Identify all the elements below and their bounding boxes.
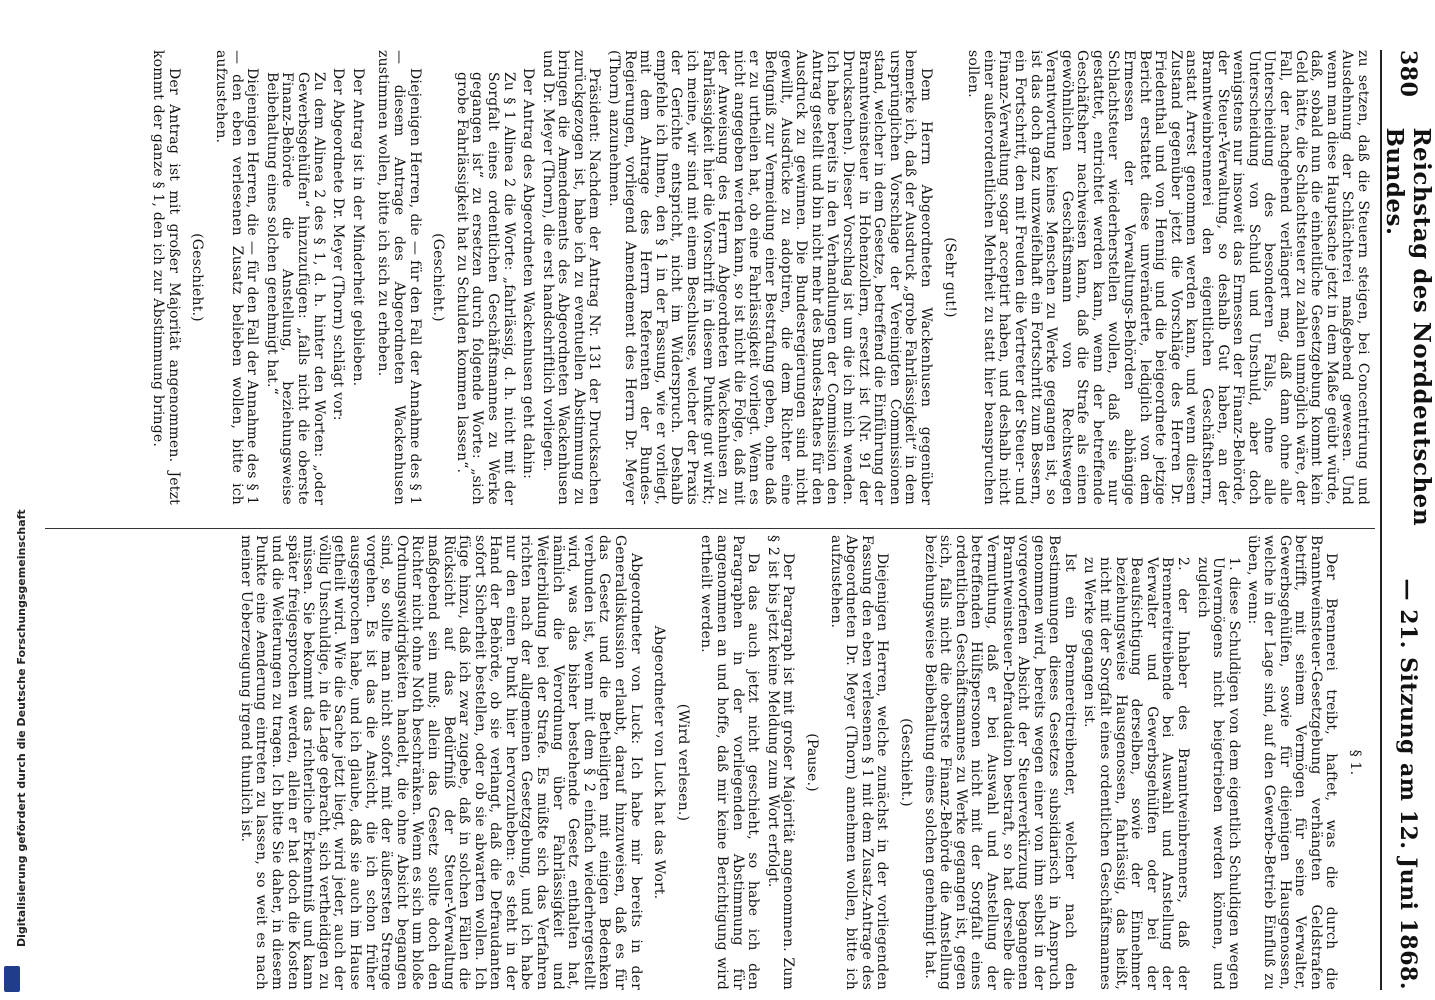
scanned-page: [20, 0, 1435, 1000]
right-column-paragraph: § 1.: [1347, 749, 1363, 776]
right-column-paragraph: Diejenigen Herren, welche zunächst in der vorliegenden Fassung den eben verlesenen § 1 mit dem Zusatz-Antrage des Abgeordneten Dr. Meyer (Thorn) annehmen wollen, bitte ich aufzustehen.: [827, 535, 891, 990]
left-column-paragraph: Dem Herrn Abgeordneten Wackenhusen gegenüber bemerke ich, daß der Ausdruck „grobe Fahrlässigkeit“ in dem ursprünglichen Vorschlage der Vereinigten Commissionen stand, welcher in dem Gesetze, betreffend die Einführung der Branntweinsteuer in Hohenzollern, ersetzt ist (Nr. 91 der Drucksachen). Dieser Vorschlag ist um die ich mich wenden. Ich habe bereits in den Verhandlungen der Commission den Antrag gestellt und bin nicht mehr des Bundes-Rathes für den Ausdruck zu gewinnen. Die Bundesregierungen sind nicht gewillt, Ausdrücke zu adoptiren, die dem Richter eine Befugniß zur Vermeidung einer Bestrafung geben, ohne daß er zu urtheilen hat, ob eine Fahrlässigkeit vorliegt. Wenn es nicht angegeben werden kann, so ist nicht die Folge, daß mit der Anweisung des Herrn Abgeordneten Wackenhusen zu Fahrlässigkeit hier die Vorschrift in diesem Punkte gut wirkt; ich meine, wir sind mit einem Beschlusse, welcher der Praxis der Gerichte entspricht, nicht im Widerspruch. Deshalb empfehle ich Ihnen, den § 1 in der Fassung, wie er vorliegt, mit dem Antrage des Herrn Referenten der Bundes-Regierungen, vorliegend Amendement des Herrn Dr. Meyer (Thorn) anzunehmen.: [606, 50, 934, 505]
left-column: [146, 50, 1370, 505]
page-title: Reichstag des Norddeutschen Bundes.: [1381, 127, 1435, 527]
session-date: — 21. Sitzung am 12. Juni 1868.: [1395, 578, 1421, 990]
footer-strip: [2, 0, 28, 1000]
left-column-paragraph: Der Abgeordnete Dr. Meyer (Thorn) schlägt vor:: [330, 68, 347, 421]
digitization-credit: Digitalisierung gefördert durch die Deutsche Forschungsgemeinschaft: [15, 509, 28, 947]
column-divider: [45, 528, 1375, 529]
left-column-paragraph: (Geschieht.): [430, 233, 447, 322]
left-column-paragraph: (Sehr gut!): [941, 237, 958, 318]
right-column-paragraph: (Wird verlesen.): [674, 703, 691, 822]
page-header: [1381, 50, 1435, 990]
right-column-paragraph: Abgeordneter von Luck hat das Wort.: [651, 625, 668, 900]
left-column-paragraph: Diejenigen Herren, die — für den Fall der Annahme des § 1 — den eben verlesenen Zusatz belieben wollen, bitte ich aufzustehen.: [213, 50, 261, 505]
dfg-logo-icon: [4, 966, 20, 992]
left-column-paragraph: Der Antrag ist mit großer Majorität angenommen. Jetzt kommt der ganze § 1, den ich zur Abstimmung bringe.: [150, 50, 182, 505]
right-column-paragraph: 1. diese Schuldigen von dem eigentlich Schuldigen wegen Unvermögens nicht beigetrieben werden können, und zugleich: [1194, 557, 1242, 990]
left-column-paragraph: (Geschieht.): [189, 233, 206, 322]
left-column-paragraph: Präsident: Nachdem der Antrag Nr. 131 der Drucksachen zurückgezogen ist, habe ich zu eventuellen Abstimmung zu bringen die Amendements des Abgeordneten Wackenhusen und Dr. Meyer (Thorn), die erst handschriftlich vorliegen.: [539, 50, 603, 505]
right-column-paragraph: Abgeordneter von Luck: Ich habe mir bereits in der Generaldiskussion erlaubt, darauf hinzuweisen, daß es für das Gesetz und die Betheiligten mit einigen Bedenken verbunden ist, wenn mit dem § 2 einfach wiederhergestellt wird, was das bisher bestehende Gesetz enthalten hat, nämlich die Verordnung über Fahrlässigkeit und Weiterbildung bei der Strafe. Es müßte sich das Verfahren richten nach der allgemeinen Gesetzgebung, und ich habe nur den einen Punkt hier hervorzuheben: es steht in der Hand der Behörde, ob sie verlangt, daß die Defraudanten sofort Sicherheit bestellen, oder ob sie abwarten wollen. Ich füge hinzu, daß ich zwar zugebe, daß in solchen Fällen die Rücksicht auf das Bedürfniß der Steuer-Verwaltung maßgebend sein muß; allein das Gesetz sollte doch den Richter nicht ohne Noth beschränken. Wenn es sich um bloße Ordnungswidrigkeiten handelt, die ohne Absicht begangen sind, so sollte man nicht sofort mit der äußersten Strenge vorgehen. Es ist das die Ansicht, die ich schon früher ausgesprochen habe, und ich glaube, daß sie auch im Hause getheilt wird. Wie die Sache jetzt liegt, wird jeder, auch der völlig Unschuldige, in die Lage gebracht, sich vertheidigen zu müssen. Sie bekommt das richterliche Erkenntniß und kann später freigesprochen werden, allein er hat doch die Kosten und die Weiterungen zu tragen. Ich bitte Sie daher, in diesem Punkte eine Aenderung eintreten zu lassen, so weit es nach meiner Ueberzeugung irgend thunlich ist.: [237, 535, 644, 990]
right-column-paragraph: (Pause.): [804, 733, 820, 792]
right-column-paragraph: Ist ein Brennereitreibender, welcher nach den Bestimmungen dieses Gesetzes subsidiarisch in Anspruch genommen wird, bereits wegen einer von ihm selbst in der vorgeworfenen Absicht der Steuerverkürzung begangenen Branntweinsteuer-Defraudation bestraft, so hat derselbe die Vermuthung, daß er bei Auswahl und Anstellung der betreffenden Hülfspersonen nicht mit der Sorgfalt eines ordentlichen Geschäftsmannes zu Werke gegangen ist, gegen sich, falls nicht die oberste Finanz-Behörde die Anstellung beziehungsweise Beibehaltung eines solchen genehmigt hat.: [921, 535, 1078, 990]
page-number: 380: [1395, 50, 1421, 98]
right-column-paragraph: 2. der Inhaber des Branntweinbrenners, daß der Brennereitreibende bei Auswahl und Anstellung der Verwalter und Gewerbsgehülfen oder bei der Beaufsichtigung derselben, sowie der Einnehmer beziehungsweise Hausgenossen, fahrlässig, das heißt, nicht mit der Sorgfalt eines ordentlichen Geschäftsmannes zu Werke gegangen ist.: [1081, 557, 1192, 990]
left-column-paragraph: Der Antrag des Abgeordneten Wackenhusen geht dahin:: [520, 68, 537, 480]
left-column-paragraph: Zu dem Alinea 2 des § 1, d. h. hinter den Worten: „oder Gewerbsgehülfen“ hinzuzufügen: „falls nicht die oberste Finanz-Behörde die Anstellung, beziehungsweise Beibehaltung eines solchen genehmigt hat.“: [263, 72, 327, 505]
right-column-paragraph: Da das auch jetzt nicht geschieht, so habe ich den Paragraphen in der vorliegenden Abstimmung für angenommen an und hoffe, daß mir keine Berichtigung wird ertheilt werden.: [698, 535, 762, 990]
right-column-paragraph: Der Paragraph ist mit großer Majorität angenommen. Zum § 2 ist bis jetzt keine Meldung zum Wort erfolgt.: [764, 535, 797, 990]
right-column-paragraph: Der Brennerei treibt, haftet, was die durch die Branntweinsteuer-Gesetzgebung verhängten Geldstrafen betrifft, mit seinem Vermögen für seine Verwalter, Gewerbsgehülfen, sowie für diejenigen Hausgenossen, welche in der Lage sind, auf den Gewerbe-Betrieb Einfluß zu üben, wenn:: [1245, 535, 1340, 990]
right-column-paragraph: (Geschieht.): [897, 718, 914, 807]
left-column-paragraph: Zu § 1 Alinea 2 die Worte: „fahrlässig, d. h. nicht mit der Sorgfalt eines ordentlichen Geschäftsmannes zu Werke gegangen ist“ zu ersetzen durch folgende Worte: „sich grobe Fahrlässigkeit hat zu Schulden kommen lassen“.: [453, 72, 517, 505]
left-column-paragraph: Diejenigen Herren, die — für den Fall der Annahme des § 1 — diesem Antrage des Abgeordneten Wackenhusen zustimmen wollen, bitte ich sich zu erheben.: [375, 50, 423, 505]
rotated-page-content: [30, 50, 1435, 990]
right-column: [233, 535, 1370, 990]
left-column-paragraph: zu setzen, daß die Steuern steigen, bei Concentrirung und Ausdehnung der Schlächterei maßgebend gewesen. Und wenn man diese Hauptsache jetzt in dem Maße geübt würde, daß, sobald nun die einheitliche Gesetzgebung kommt kein Geld hätte, die Schlachtsteuer zu zahlen unmöglich wäre, der Fall, der nachgehend verlängert mag, daß dann ohne alle Unterscheidung des besonderen Falls, ohne alle Unterscheidung von Schuld und Unschuld, aber doch wenigstens nur insoweit das Ermessen der Finanz-Behörde, der Steuer-Verwaltung, so deshalb Gut haben, an der Branntweinbrennerei den eigentlichen Geschäftsherrn, anstatt Arrest genommen werden kann, und wenn diesem Zustand gegenüber jetzt die Vorschläge des Herren Dr. Friedenthal und von Hennig und die beigeordnete jetzige Bericht erstattet diese unveränderte, lediglich von dem Ermessen der Verwaltungs-Behörden abhängige Schlachtsteuer wiederherstellen wollen, daß sie nur gestattet, entrichtet werden kann, wenn der betreffende Geschäftsherr nachweisen kann, daß die Strafe als einen gewöhnlichen Geschäftsmann von Rechtswegen Verantwortung keines Menschen zu Werke gegangen ist, so ist das doch ganz unzweifelhaft ein Fortschritt zum Bessern, ein Fortschritt, den mit Freuden die Vertreter der Steuer- und Finanz-Verwaltung sogar acceptirt haben, und deshalb nicht einer außerordentlichen Mehrheit zu statt hier beanspruchen sollen.: [965, 50, 1371, 505]
header-rule: [1380, 50, 1382, 990]
left-column-paragraph: Der Antrag ist in der Minderheit geblieben.: [349, 68, 366, 387]
